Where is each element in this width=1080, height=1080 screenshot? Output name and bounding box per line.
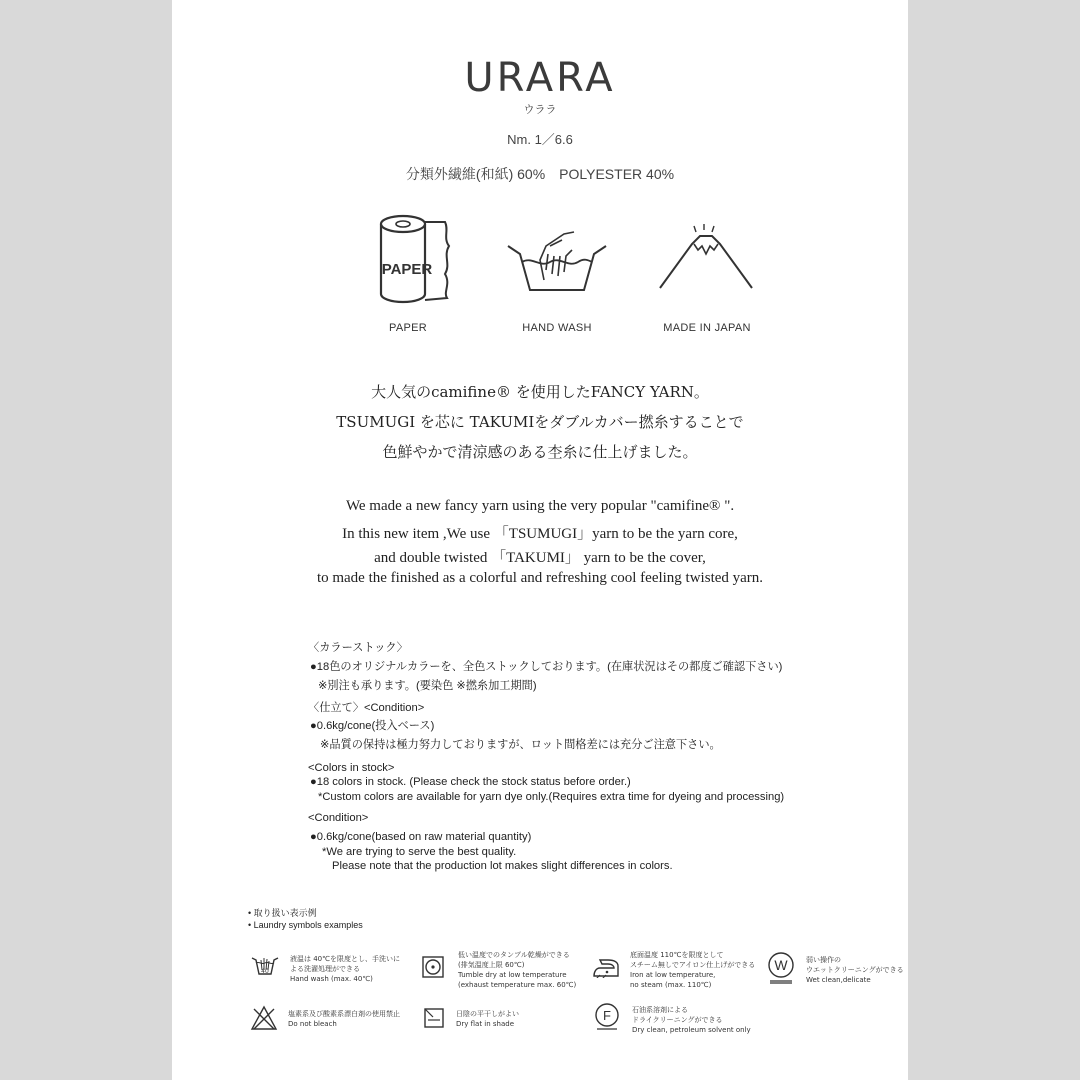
notes-line: ※品質の保持は極力努力しておりますが、ロット間格差には充分ご注意下さい。 — [320, 739, 721, 751]
notes-line: ●0.6kg/cone(based on raw material quantity) — [310, 831, 532, 843]
no-bleach-icon — [250, 1005, 278, 1031]
iron-low-icon — [592, 958, 620, 978]
laundry-iron-text: 底面温度 110℃を限度として スチーム無しでアイロン仕上げができる Iron at low temperature, no steam (max. 110℃) — [630, 951, 756, 989]
dry-clean-f-icon-text: F — [603, 1008, 611, 1023]
notes-line: ●18 colors in stock. (Please check the stock status before order.) — [310, 776, 631, 788]
notes-heading-colors-in-stock: <Colors in stock> — [308, 762, 395, 774]
notes-heading-color-stock: 〈カラーストック〉 — [308, 642, 408, 654]
notes-heading-condition-en: <Condition> — [308, 812, 369, 824]
mount-fuji-icon — [632, 210, 782, 320]
notes-line: ●18色のオリジナルカラーを、全色ストックしております。(在庫状況はその都度ご確認下さい) — [310, 661, 783, 673]
dry-clean-f-icon — [594, 1002, 620, 1030]
description-en-line-4: to made the finished as a colorful and refreshing cool feeling twisted yarn. — [316, 570, 764, 586]
feature-paper — [333, 210, 483, 340]
laundry-dry-flat-text: 日陰の平干しがよい Dry flat in shade — [456, 1010, 519, 1028]
feature-hand-wash — [482, 210, 632, 340]
laundry-heading-jp: • 取り扱い表示例 — [248, 908, 317, 918]
laundry-heading-en: • Laundry symbols examples — [248, 920, 363, 930]
dry-flat-shade-icon — [424, 1008, 444, 1028]
feature-label-made-in-japan: MADE IN JAPAN — [663, 322, 751, 334]
product-sheet — [172, 0, 908, 1080]
notes-heading-condition: 〈仕立て〉<Condition> — [308, 702, 425, 714]
notes-line: *Custom colors are available for yarn dye only.(Requires extra time for dyeing and processing) — [318, 791, 785, 803]
hand-wash-40-icon — [250, 952, 280, 978]
fiber-composition: 分類外繊維(和紙) 60% POLYESTER 40% — [405, 166, 675, 182]
description-jp-line-3: 色鮮やかで清涼感のある杢糸に仕上げました。 — [382, 443, 698, 461]
laundry-hand-wash-text: 液温は 40℃を限度とし、手洗いに よる洗濯処理ができる Hand wash (max. 40℃) — [290, 955, 400, 983]
notes-line: Please note that the production lot makes slight differences in colors. — [332, 860, 673, 872]
hand-wash-icon — [482, 210, 632, 320]
description-en-line-3: and double twisted 「TAKUMI」 yarn to be the cover, — [374, 550, 706, 566]
paper-roll-icon-text: PAPER — [381, 261, 433, 278]
description-jp-line-1: 大人気のcamifine® を使用したFANCY YARN。 — [371, 383, 709, 401]
feature-label-hand-wash: HAND WASH — [522, 322, 592, 334]
laundry-no-bleach-text: 塩素系及び酸素系漂白剤の使用禁止 Do not bleach — [288, 1010, 400, 1028]
description-en-line-2: In this new item ,We use 「TSUMUGI」yarn to be the yarn core, — [342, 526, 738, 542]
hand-wash-40-icon-text: 40 — [261, 968, 269, 975]
notes-line: ※別注も承ります。(要染色 ※撚糸加工期間) — [318, 680, 537, 692]
feature-made-in-japan — [632, 210, 782, 340]
tumble-dry-icon — [422, 956, 444, 978]
feature-label-paper: PAPER — [389, 322, 427, 334]
laundry-tumble-dry-text: 低い温度でのタンブル乾燥ができる (排気温度上限 60℃) Tumble dry at low temperature (exhaust temperature max. 60℃) — [458, 951, 577, 989]
product-title: URARA — [464, 55, 616, 101]
description-en-line-1: We made a new fancy yarn using the very popular "camifine® ". — [345, 498, 735, 514]
laundry-wet-clean-text: 弱い操作の ウエットクリーニングができる Wet clean,delicate — [806, 956, 904, 984]
product-title-kana: ウララ — [523, 104, 557, 116]
wet-clean-icon — [766, 950, 796, 984]
wet-clean-icon-text: W — [774, 957, 788, 973]
paper-roll-icon — [333, 210, 483, 320]
yarn-count: Nm. 1／6.6 — [507, 132, 573, 147]
notes-line: *We are trying to serve the best quality. — [322, 846, 517, 858]
description-jp-line-2: TSUMUGI を芯に TAKUMIをダブルカバー撚糸することで — [336, 413, 744, 431]
notes-line: ●0.6kg/cone(投入ベース) — [310, 720, 435, 732]
laundry-dry-clean-text: 石油系溶剤による ドライクリーニングができる Dry clean, petroleum solvent only — [632, 1006, 751, 1034]
